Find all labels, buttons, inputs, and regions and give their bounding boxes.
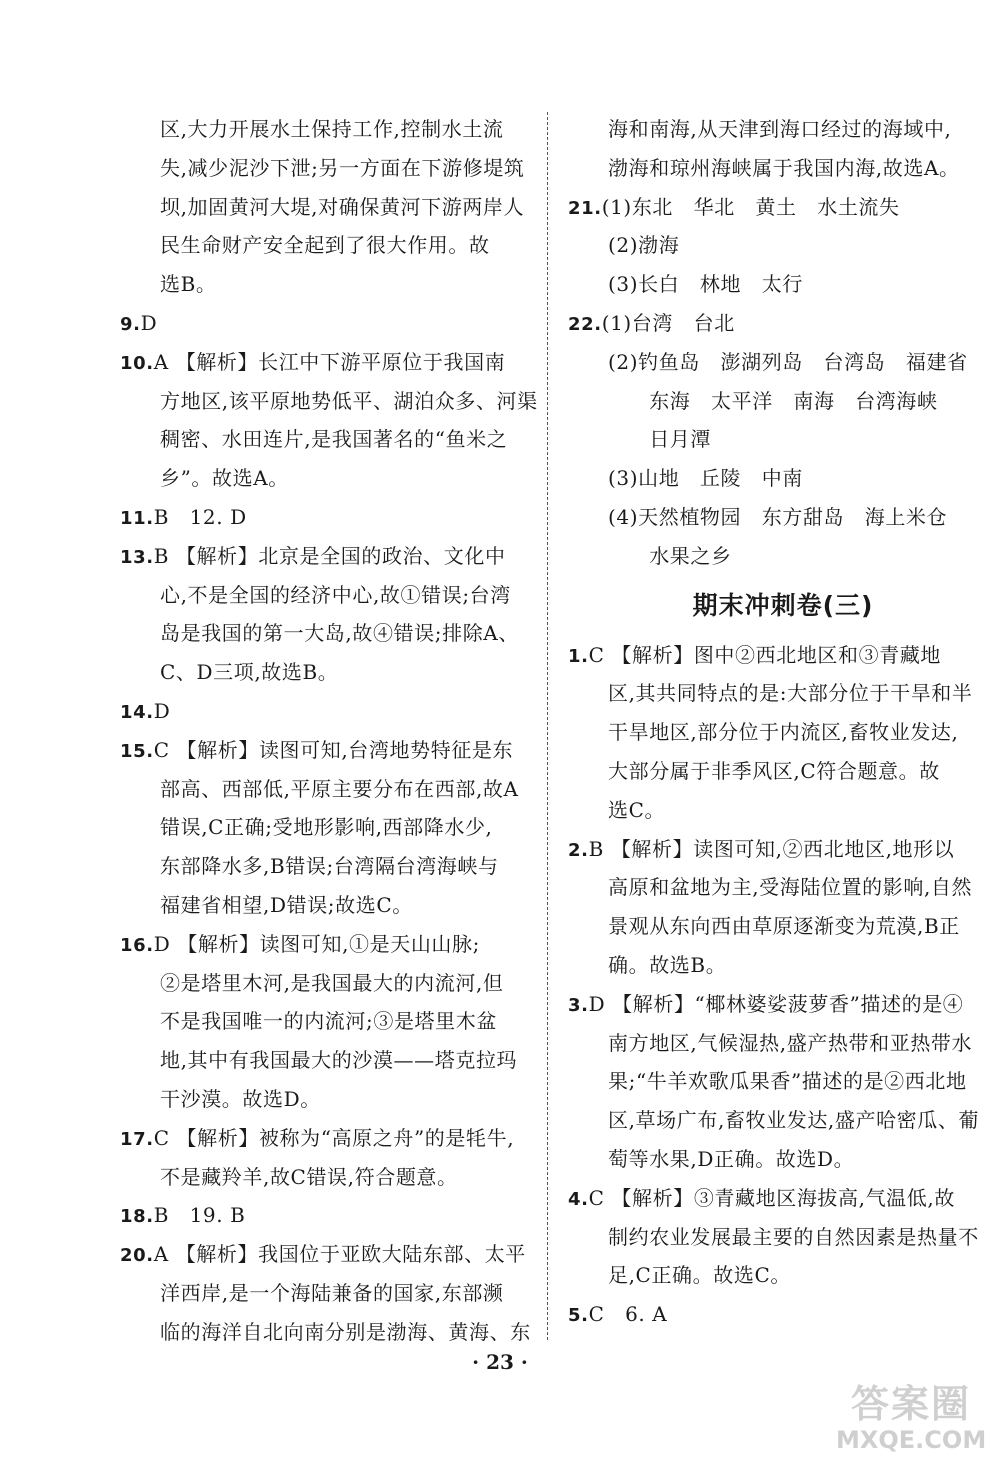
text-line: [120, 1158, 530, 1197]
line-text: B 19. B: [153, 1203, 246, 1228]
text-line: [568, 226, 978, 265]
line-text: 区,草场广布,畜牧业发达,盛产哈密瓜、葡: [608, 1108, 980, 1133]
line-text: 乡”。故选A。: [160, 466, 289, 491]
text-line: [568, 752, 978, 791]
line-text: 不是藏羚羊,故C错误,符合题意。: [160, 1164, 458, 1189]
text-line: [120, 188, 530, 227]
line-text: (2)钓鱼岛 澎湖列岛 台湾岛 福建省: [608, 349, 968, 374]
question-number: 9.: [120, 313, 141, 335]
watermark-bottom: MXQE.COM: [836, 1426, 987, 1454]
line-text: 萄等水果,D正确。故选D。: [608, 1146, 855, 1171]
line-text: C 【解析】③青藏地区海拔高,气温低,故: [588, 1185, 955, 1210]
line-text: 景观从东向西由草原逐渐变为荒漠,B正: [608, 914, 960, 939]
line-text: 水果之乡: [608, 543, 732, 568]
text-line: [120, 1119, 530, 1158]
right-column-top: [568, 110, 978, 576]
text-line: [568, 985, 978, 1024]
question-number: 22.: [568, 313, 602, 335]
line-text: (3)长白 林地 太行: [608, 272, 803, 297]
line-text: C 【解析】图中②西北地区和③青藏地: [588, 642, 942, 667]
question-number: 20.: [120, 1245, 154, 1267]
line-text: 失,减少泥沙下泄;另一方面在下游修堤筑: [160, 155, 525, 180]
right-column: [568, 110, 978, 1334]
question-number: 3.: [568, 994, 589, 1016]
text-line: [120, 886, 530, 925]
watermark-logo: [836, 1382, 986, 1460]
text-line: [568, 907, 978, 946]
text-line: [120, 964, 530, 1003]
question-number: 1.: [568, 645, 589, 667]
text-line: [120, 420, 530, 459]
text-line: [120, 110, 530, 149]
line-text: 心,不是全国的经济中心,故①错误;台湾: [160, 582, 511, 607]
line-text: 南方地区,气候湿热,盛产热带和亚热带水: [608, 1030, 973, 1055]
question-number: 15.: [120, 740, 154, 762]
line-text: 选C。: [608, 797, 666, 822]
line-text: B 【解析】北京是全国的政治、文化中: [153, 543, 506, 568]
text-line: [568, 830, 978, 869]
line-text: 岛是我国的第一大岛,故④错误;排除A、: [160, 621, 519, 646]
text-line: [568, 382, 978, 421]
line-text: 地,其中有我国最大的沙漠——塔克拉玛: [160, 1048, 518, 1073]
line-text: 东海 太平洋 南海 台湾海峡: [608, 388, 938, 413]
text-line: [568, 636, 978, 675]
line-text: 临的海洋自北向南分别是渤海、黄海、东: [160, 1319, 531, 1344]
text-line: [120, 343, 530, 382]
line-text: 区,其共同特点的是:大部分位于干旱和半: [608, 681, 973, 706]
text-line: [120, 498, 530, 537]
text-line: [568, 1140, 978, 1179]
line-text: 民生命财产安全起到了很大作用。故: [160, 233, 490, 258]
question-number: 17.: [120, 1128, 154, 1150]
line-text: D: [140, 310, 158, 335]
text-line: [568, 498, 978, 537]
text-line: [568, 1024, 978, 1063]
text-line: [568, 713, 978, 752]
watermark-top: 答案圈: [850, 1382, 971, 1426]
text-line: [568, 1179, 978, 1218]
text-line: [568, 459, 978, 498]
text-line: [568, 188, 978, 227]
text-line: [120, 925, 530, 964]
text-line: [120, 382, 538, 421]
right-column-bottom: [568, 636, 978, 1334]
line-text: D 【解析】读图可知,①是天山山脉;: [153, 931, 480, 956]
text-line: [568, 537, 978, 576]
line-text: 制约农业发展最主要的自然因素是热量不: [608, 1224, 979, 1249]
question-number: 11.: [120, 507, 154, 529]
text-line: [120, 1002, 530, 1041]
text-line: [568, 1256, 978, 1295]
text-line: [568, 1062, 978, 1101]
text-line: [120, 265, 530, 304]
text-line: [568, 1295, 978, 1334]
text-line: [568, 791, 978, 830]
question-number: 5.: [568, 1305, 589, 1327]
section-title: 期末冲刺卷(三): [692, 590, 874, 620]
page-number: · 23 ·: [472, 1350, 528, 1374]
text-line: [568, 149, 978, 188]
text-line: [120, 576, 530, 615]
line-text: 福建省相望,D错误;故选C。: [160, 892, 413, 917]
line-text: 坝,加固黄河大堤,对确保黄河下游两岸人: [160, 194, 525, 219]
text-line: [120, 808, 530, 847]
line-text: 选B。: [160, 272, 217, 297]
line-text: D 【解析】“椰林婆娑菠萝香”描述的是④: [588, 991, 964, 1016]
text-line: [120, 226, 530, 265]
line-text: C、D三项,故选B。: [160, 660, 339, 685]
question-number: 13.: [120, 546, 154, 568]
line-text: 确。故选B。: [608, 952, 727, 977]
line-text: 足,C正确。故选C。: [608, 1263, 791, 1288]
text-line: [120, 692, 530, 731]
line-text: 方地区,该平原地势低平、湖泊众多、河渠: [160, 388, 538, 413]
text-line: [568, 420, 978, 459]
text-line: [568, 110, 978, 149]
line-text: B 【解析】读图可知,②西北地区,地形以: [588, 836, 955, 861]
question-number: 16.: [120, 934, 154, 956]
line-text: (3)山地 丘陵 中南: [608, 466, 803, 491]
text-line: [120, 1235, 530, 1274]
text-line: [120, 1313, 530, 1352]
text-line: [568, 265, 978, 304]
text-line: [120, 1080, 530, 1119]
text-line: [120, 149, 530, 188]
line-text: 海和南海,从天津到海口经过的海域中,: [608, 117, 952, 141]
left-column: [120, 110, 538, 1352]
line-text: 部高、西部低,平原主要分布在西部,故A: [160, 776, 519, 801]
line-text: ②是塔里木河,是我国最大的内流河,但: [160, 970, 504, 995]
line-text: 区,大力开展水土保持工作,控制水土流: [160, 117, 504, 141]
line-text: 日月潭: [608, 427, 711, 452]
text-line: [568, 1218, 978, 1257]
line-text: 不是我国唯一的内流河;③是塔里木盆: [160, 1009, 497, 1034]
text-line: [568, 304, 978, 343]
line-text: 大部分属于非季风区,C符合题意。故: [608, 758, 940, 783]
text-line: [568, 674, 978, 713]
text-line: [120, 537, 530, 576]
text-line: [120, 304, 530, 343]
line-text: 高原和盆地为主,受海陆位置的影响,自然: [608, 875, 973, 900]
text-line: [120, 847, 530, 886]
line-text: D: [153, 698, 171, 723]
question-number: 18.: [120, 1206, 154, 1228]
line-text: C 【解析】被称为“高原之舟”的是牦牛,: [153, 1125, 515, 1150]
line-text: 渤海和琼州海峡属于我国内海,故选A。: [608, 155, 960, 180]
text-line: [568, 868, 978, 907]
line-text: (4)天然植物园 东方甜岛 海上米仓: [608, 504, 948, 529]
text-line: [120, 614, 530, 653]
line-text: 干沙漠。故选D。: [160, 1086, 321, 1111]
text-line: [120, 1196, 530, 1235]
line-text: A 【解析】长江中下游平原位于我国南: [153, 349, 506, 374]
question-number: 21.: [568, 197, 602, 219]
line-text: (2)渤海: [608, 233, 680, 258]
line-text: 东部降水多,B错误;台湾隔台湾海峡与: [160, 854, 499, 879]
line-text: B 12. D: [153, 504, 247, 529]
question-number: 2.: [568, 839, 589, 861]
line-text: 错误,C正确;受地形影响,西部降水少,: [160, 815, 493, 840]
text-line: [120, 1274, 530, 1313]
text-line: [120, 653, 530, 692]
line-text: 果;“牛羊欢歌瓜果香”描述的是②西北地: [608, 1069, 967, 1094]
line-text: C 6. A: [588, 1302, 668, 1327]
question-number: 10.: [120, 352, 154, 374]
text-line: [120, 770, 530, 809]
text-line: [120, 1041, 530, 1080]
question-number: 14.: [120, 701, 154, 723]
text-line: [568, 343, 978, 382]
line-text: A 【解析】我国位于亚欧大陆东部、太平: [153, 1242, 526, 1267]
column-divider: [547, 112, 548, 1340]
line-text: 干旱地区,部分位于内流区,畜牧业发达,: [608, 720, 959, 745]
text-line: [120, 731, 530, 770]
text-line: [568, 946, 978, 985]
line-text: 稠密、水田连片,是我国著名的“鱼米之: [160, 427, 508, 452]
text-line: [568, 1101, 978, 1140]
line-text: (1)台湾 台北: [601, 310, 735, 335]
line-text: 洋西岸,是一个海陆兼备的国家,东部濒: [160, 1280, 504, 1305]
line-text: (1)东北 华北 黄土 水土流失: [601, 194, 900, 219]
question-number: 4.: [568, 1188, 589, 1210]
line-text: C 【解析】读图可知,台湾地势特征是东: [153, 737, 514, 762]
text-line: [120, 459, 530, 498]
